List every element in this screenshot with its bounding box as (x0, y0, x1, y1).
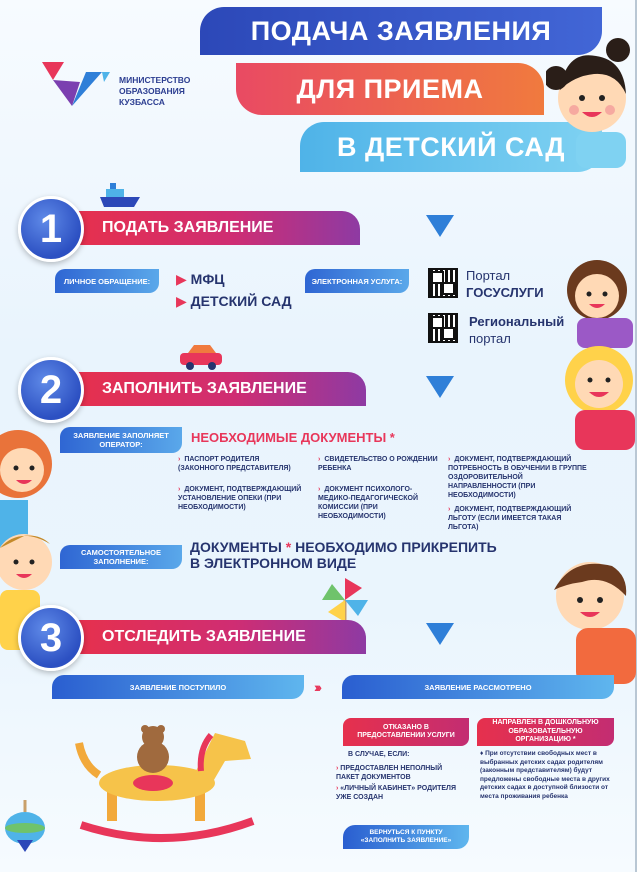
portal-label: портал (469, 331, 511, 346)
docs-title: НЕОБХОДИМЫЕ ДОКУМЕНТЫ * (191, 430, 395, 445)
electronic-label: ЭЛЕКТРОННАЯ УСЛУГА: (305, 269, 409, 293)
kids-illustration-icon (553, 250, 637, 460)
doc-item: › ДОКУМЕНТ, ПОДТВЕРЖДАЮЩИЙ УСТАНОВЛЕНИЕ ОПЕКИ (ПРИ НЕОБХОДИМОСТИ) (178, 486, 302, 511)
bullet-icon: › (448, 506, 451, 513)
logo-line: КУЗБАССА (119, 97, 165, 107)
girl-illustration-icon (546, 20, 632, 170)
bullet-icon: › (318, 456, 321, 463)
step2-number: 2 (18, 357, 84, 423)
ship-icon (100, 183, 140, 209)
step3-title: ОТСЛЕДИТЬ ЗАЯВЛЕНИЕ (76, 620, 366, 654)
portal-label: ГОСУСЛУГИ (466, 285, 544, 300)
qr-code-icon[interactable] (428, 313, 458, 343)
reason-item: › ПРЕДОСТАВЛЕН НЕПОЛНЫЙ ПАКЕТ ДОКУМЕНТОВ (336, 765, 443, 781)
placement-note: ♦ При отсутствии свободных мест в выбранных детских садах родителям (законным представителям) будут предложены свободные места в других детских садах в доступной близости от места проживания ребенка (480, 750, 610, 800)
boy-illustration-icon (542, 556, 637, 686)
down-triangle-icon (426, 623, 454, 645)
personal-label: ЛИЧНОЕ ОБРАЩЕНИЕ: (55, 269, 159, 293)
bullet-icon: › (448, 456, 451, 463)
bullet-icon: ♦ (480, 750, 486, 757)
logo-line: МИНИСТЕРСТВО (119, 75, 191, 85)
personal-item: ▶ МФЦ (176, 271, 225, 287)
ministry-logo-icon (42, 60, 112, 110)
step2-title: ЗАПОЛНИТЬ ЗАЯВЛЕНИЕ (76, 372, 366, 406)
personal-item: ▶ ДЕТСКИЙ САД (176, 293, 292, 309)
status-directed: НАПРАВЛЕН В ДОШКОЛЬНУЮ ОБРАЗОВАТЕЛЬНУЮ ОРГАНИЗАЦИЮ * (477, 718, 614, 746)
bullet-icon: ▶ (176, 293, 191, 309)
if-label: В СЛУЧАЕ, ЕСЛИ: (348, 751, 410, 758)
doc-item: › ДОКУМЕНТ, ПОДТВЕРЖДАЮЩИЙ ПОТРЕБНОСТЬ В ОБУЧЕНИИ В ГРУППЕ ОЗДОРОВИТЕЛЬНОЙ НАПРАВЛЕННОСТИ (ПРИ НЕОБХОДИМОСТИ) (448, 456, 587, 499)
self-fill-text: ДОКУМЕНТЫ * НЕОБХОДИМО ПРИКРЕПИТЬ В ЭЛЕКТРОННОМ ВИДЕ (190, 539, 497, 571)
bullet-icon: › (178, 486, 181, 493)
qr-code-icon[interactable] (428, 268, 458, 298)
doc-item: › ПАСПОРТ РОДИТЕЛЯ (ЗАКОННОГО ПРЕДСТАВИТЕЛЯ) (178, 456, 291, 472)
bullet-icon: › (318, 486, 321, 493)
ministry-name (119, 75, 190, 108)
return-link[interactable]: ВЕРНУТЬСЯ К ПУНКТУ «ЗАПОЛНИТЬ ЗАЯВЛЕНИЕ» (343, 825, 469, 849)
portal-label: Портал (466, 268, 511, 283)
bullet-icon: › (178, 456, 181, 463)
spinning-top-icon (4, 800, 46, 852)
status-refused: ОТКАЗАНО В ПРЕДОСТАВЛЕНИИ УСЛУГИ (343, 718, 469, 746)
logo-line: ОБРАЗОВАНИЯ (119, 86, 185, 96)
bullet-icon: › (336, 785, 341, 792)
reason-item: › «ЛИЧНЫЙ КАБИНЕТ» РОДИТЕЛЯ УЖЕ СОЗДАН (336, 785, 456, 801)
operator-label: ЗАЯВЛЕНИЕ ЗАПОЛНЯЕТ ОПЕРАТОР: (60, 427, 182, 453)
bullet-icon: ▶ (176, 271, 191, 287)
title-line-2: ДЛЯ ПРИЕМА (236, 63, 544, 115)
doc-item: › СВИДЕТЕЛЬСТВО О РОЖДЕНИИ РЕБЕНКА (318, 456, 438, 472)
down-triangle-icon (426, 215, 454, 237)
step3-number: 3 (18, 605, 84, 671)
doc-item: › ДОКУМЕНТ, ПОДТВЕРЖДАЮЩИЙ ЛЬГОТУ (ЕСЛИ ИМЕЕТСЯ ТАКАЯ ЛЬГОТА) (448, 506, 572, 531)
step1-number: 1 (18, 196, 84, 262)
rocking-horse-icon (75, 725, 260, 843)
toy-car-icon (178, 343, 224, 371)
status-reviewed: ЗАЯВЛЕНИЕ РАССМОТРЕНО (342, 675, 614, 699)
portal-label: Региональный (469, 314, 565, 329)
self-fill-label: САМОСТОЯТЕЛЬНОЕ ЗАПОЛНЕНИЕ: (60, 545, 182, 569)
title-line-1: ПОДАЧА ЗАЯВЛЕНИЯ (200, 7, 602, 55)
doc-item: › ДОКУМЕНТ ПСИХОЛОГО-МЕДИКО-ПЕДАГОГИЧЕСКОЙ КОМИССИИ (ПРИ НЕОБХОДИМОСТИ) (318, 486, 419, 520)
bullet-icon: › (336, 765, 341, 772)
step1-title: ПОДАТЬ ЗАЯВЛЕНИЕ (76, 211, 360, 245)
status-received: ЗАЯВЛЕНИЕ ПОСТУПИЛО (52, 675, 304, 699)
regional-portal-link[interactable] (469, 313, 564, 347)
arrows-icon: ››› (314, 679, 319, 695)
portal-gosuslugi-link[interactable] (466, 267, 544, 301)
title-line-3: В ДЕТСКИЙ САД (300, 122, 602, 172)
down-triangle-icon (426, 376, 454, 398)
